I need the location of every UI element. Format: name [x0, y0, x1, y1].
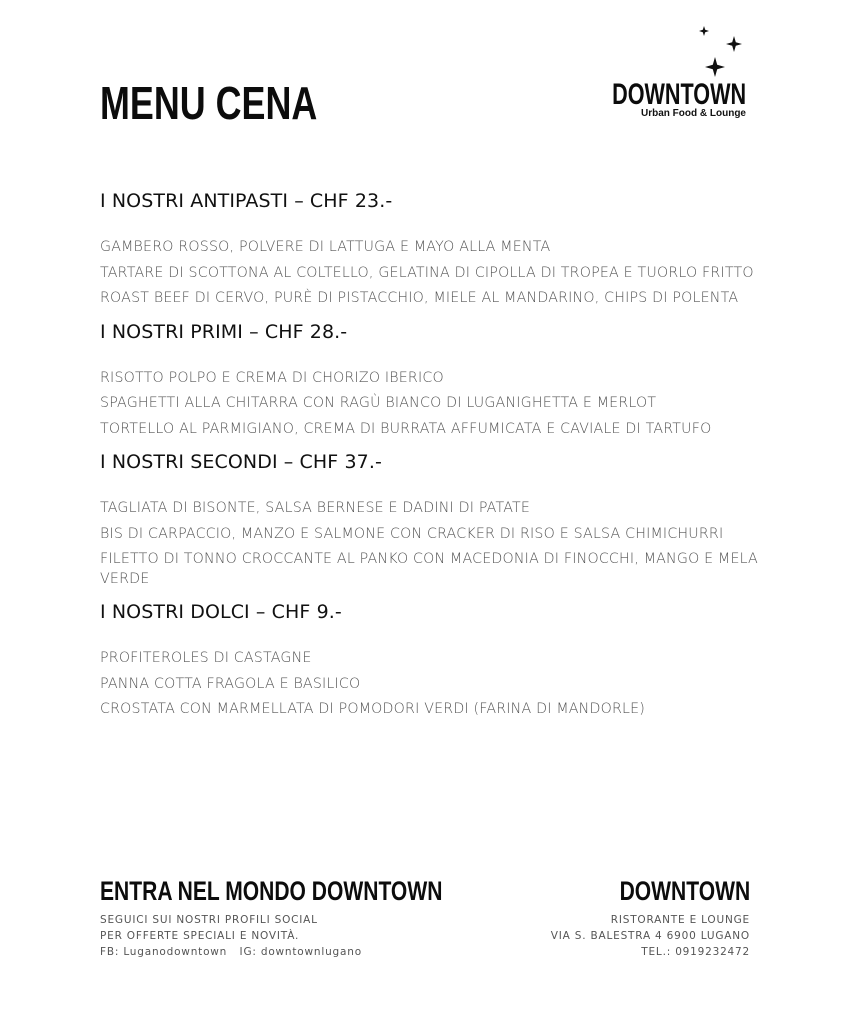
- stars-icon: [600, 20, 750, 80]
- dish-item: PANNA COTTA FRAGOLA E BASILICO: [100, 675, 361, 692]
- dish-item: BIS DI CARPACCIO, MANZO E SALMONE CON CRACKER DI RISO E SALSA CHIMICHURRI: [100, 525, 724, 542]
- logo-name: DOWNTOWN: [612, 78, 746, 111]
- logo: [600, 20, 750, 130]
- section-dolci: [100, 599, 760, 720]
- section-antipasti: [100, 188, 760, 309]
- dish-item: FILETTO DI TONNO CROCCANTE AL PANKO CON MACEDONIA DI FINOCCHI, MANGO E MELA VERDE: [100, 551, 758, 587]
- footer-social-title: ENTRA NEL MONDO DOWNTOWN: [100, 876, 443, 906]
- footer-social-line: SEGUICI SUI NOSTRI PROFILI SOCIAL: [100, 914, 318, 926]
- footer-contact: [551, 878, 750, 960]
- section-title: I NOSTRI PRIMI – CHF 28.-: [100, 320, 348, 343]
- dish-item: RISOTTO POLPO E CREMA DI CHORIZO IBERICO: [100, 369, 444, 386]
- section-title: I NOSTRI ANTIPASTI – CHF 23.-: [100, 190, 393, 212]
- section-primi: [100, 319, 760, 440]
- dish-item: PROFITEROLES DI CASTAGNE: [100, 650, 312, 666]
- footer-social-line: PER OFFERTE SPECIALI E NOVITÀ.: [100, 930, 300, 942]
- footer-social-handles: FB: Luganodowntown IG: downtownlugano: [100, 946, 362, 958]
- footer-phone: TEL.: 0919232472: [641, 946, 750, 958]
- logo-tagline: Urban Food & Lounge: [641, 108, 746, 119]
- footer-contact-line: RISTORANTE E LOUNGE: [610, 914, 750, 926]
- page-title: MENU CENA: [100, 77, 318, 129]
- footer-social: [100, 878, 539, 960]
- section-secondi: [100, 449, 760, 589]
- footer-address: VIA S. BALESTRA 4 6900 LUGANO: [550, 930, 750, 942]
- dish-item: GAMBERO ROSSO, POLVERE DI LATTUGA E MAYO ALLA MENTA: [100, 239, 551, 255]
- dish-item: CROSTATA CON MARMELLATA DI POMODORI VERDI (FARINA DI MANDORLE): [100, 701, 646, 717]
- section-title: I NOSTRI DOLCI – CHF 9.-: [100, 601, 342, 623]
- dish-item: SPAGHETTI ALLA CHITARRA CON RAGÙ BIANCO DI LUGANIGHETTA E MERLOT: [100, 395, 657, 411]
- dish-item: TORTELLO AL PARMIGIANO, CREMA DI BURRATA AFFUMICATA E CAVIALE DI TARTUFO: [100, 420, 712, 437]
- menu: [100, 188, 760, 730]
- footer-contact-title: DOWNTOWN: [619, 876, 750, 906]
- dish-item: ROAST BEEF DI CERVO, PURÈ DI PISTACCHIO, MIELE AL MANDARINO, CHIPS DI POLENTA: [100, 290, 739, 306]
- section-title: I NOSTRI SECONDI – CHF 37.-: [100, 451, 382, 473]
- dish-item: TARTARE DI SCOTTONA AL COLTELLO, GELATINA DI CIPOLLA DI TROPEA E TUORLO FRITTO: [100, 264, 754, 281]
- dish-item: TAGLIATA DI BISONTE, SALSA BERNESE E DADINI DI PATATE: [100, 500, 531, 516]
